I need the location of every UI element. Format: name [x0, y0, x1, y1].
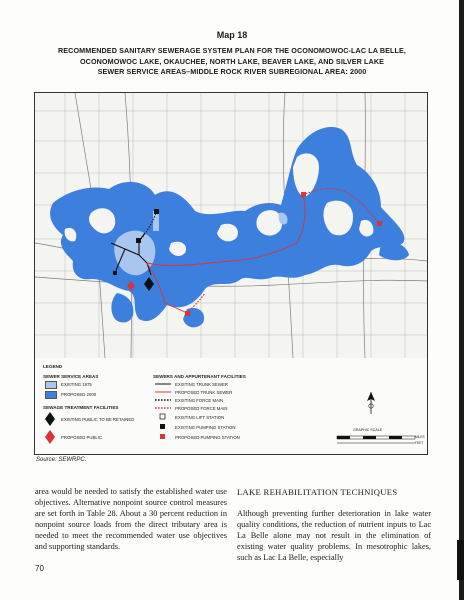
- legend-item: PROPOSED TRUNK SEWER: [175, 390, 233, 395]
- body-paragraph-left: area would be needed to satisfy the established water use objectives. Alternative nonpoint source control measures are set forth in Table 28. About a 30 percent reduction in nonpoint source loads from the direct tributary area is needed to meet the recommended water use objectives and supporting standards.: [35, 487, 227, 551]
- map-title: [50, 46, 414, 78]
- section-heading: LAKE REHABILITATION TECHNIQUES: [237, 487, 398, 497]
- scale-units-feet: FEET: [415, 441, 424, 445]
- legend-item: EXISTING PUMPING STATION: [175, 425, 236, 430]
- map-number: Map 18: [216, 30, 248, 40]
- existing-plant-diamond-icon: [45, 412, 55, 426]
- graphic-scale-bar: [335, 434, 419, 446]
- map-title-line: SEWER SERVICE AREAS–MIDDLE ROCK RIVER SUBREGIONAL AREA: 2000: [97, 67, 367, 76]
- sewerage-map: [34, 92, 428, 359]
- north-arrow-icon: [365, 392, 377, 414]
- legend-item: EXISTING TRUNK SEWER: [175, 382, 228, 387]
- proposed-area-swatch: [45, 391, 57, 399]
- legend-service-areas-heading: SEWER SERVICE AREAS: [43, 374, 99, 379]
- existing-area-swatch: [45, 381, 57, 389]
- proposed-plant-diamond-icon: [45, 430, 55, 444]
- legend-item: EXISTING LIFT STATION: [175, 415, 225, 420]
- legend-item: EXISTING PUBLIC TO BE RETAINED: [61, 417, 135, 422]
- legend-item: PROPOSED PUBLIC: [61, 435, 103, 440]
- page-tab: [457, 540, 464, 580]
- body-paragraph-right: Although preventing further deterioration in lake water quality conditions, the reduction of nutrient inputs to Lac La Belle alone may not result in the elimination of existing water quality problems. In mesotrophic lakes, such as Lac La Belle, especially: [237, 509, 431, 562]
- legend-item: PROPOSED PUMPING STATION: [175, 435, 240, 440]
- scale-label: GRAPHIC SCALE: [353, 428, 383, 432]
- map-legend: [34, 358, 428, 455]
- legend-item: PROPOSED 2000: [61, 392, 97, 397]
- scale-units-miles: MILES: [415, 435, 425, 439]
- map-title-line: RECOMMENDED SANITARY SEWERAGE SYSTEM PLAN FOR THE OCONOMOWOC-LAC LA BELLE,: [57, 46, 406, 55]
- legend-sewer-symbols: [155, 382, 171, 444]
- legend-sewers-heading: SEWERS AND APPURTENANT FACILITIES: [153, 374, 246, 379]
- legend-item: PROPOSED FORCE MAIN: [175, 406, 228, 411]
- page-number: 70: [35, 564, 44, 573]
- legend-item: EXISTING FORCE MAIN: [175, 398, 224, 403]
- legend-treatment-heading: SEWAGE TREATMENT FACILITIES: [43, 405, 119, 410]
- source-note: Source: SEWRPC.: [36, 457, 87, 463]
- page-edge-shadow: [459, 0, 464, 600]
- map-title-line: OCONOMOWOC LAKE, OKAUCHEE, NORTH LAKE, BEAVER LAKE, AND SILVER LAKE: [79, 56, 385, 66]
- sewerage-map-drawing: [35, 93, 427, 358]
- legend-item: EXISTING 1975: [61, 382, 92, 387]
- legend-title: LEGEND: [43, 364, 63, 369]
